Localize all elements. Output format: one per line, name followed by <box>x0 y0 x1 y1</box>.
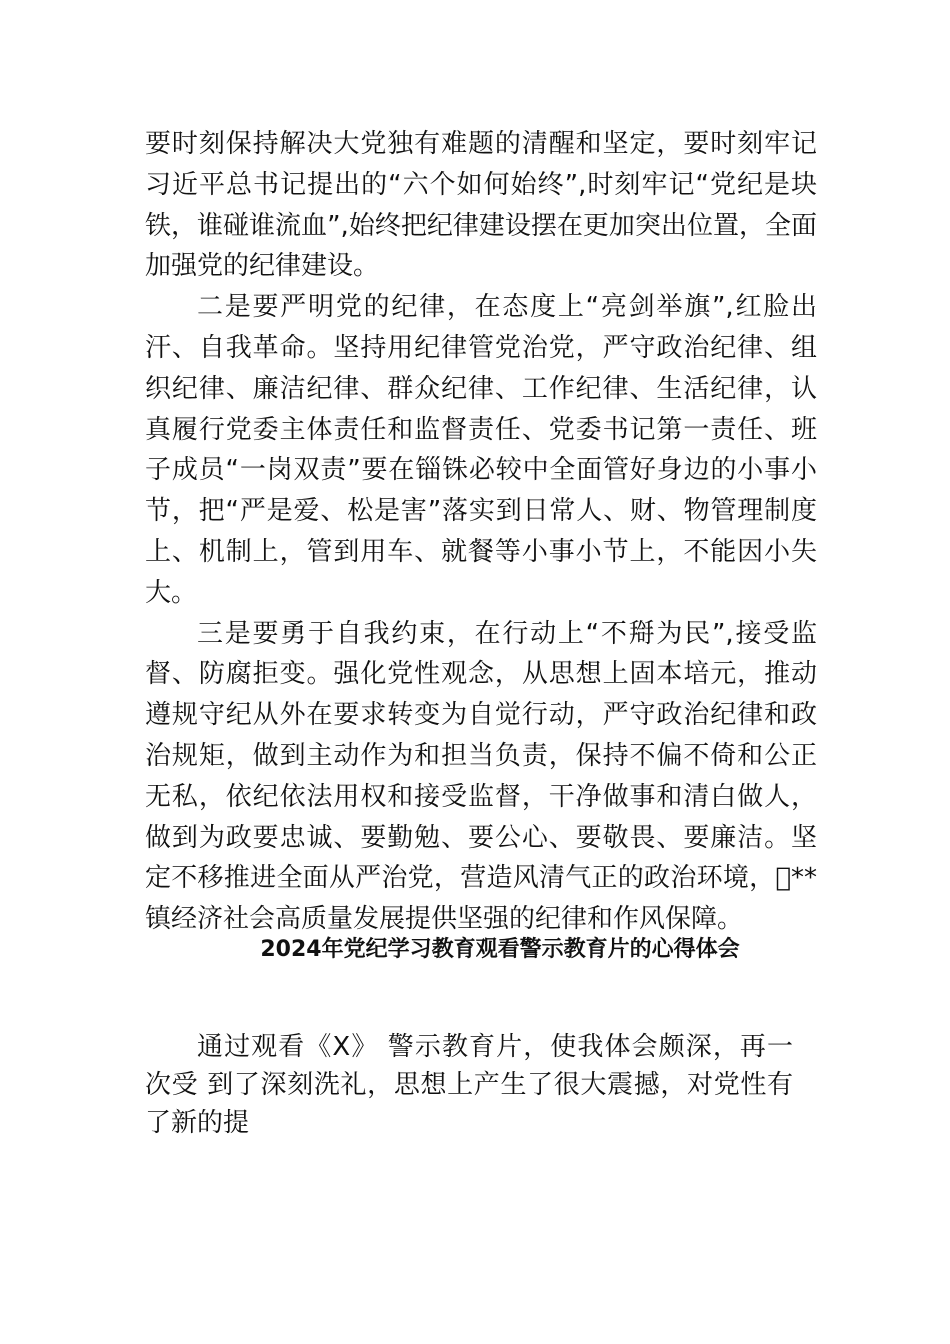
paragraph-3: 三是要勇于自我约束，在行动上“不搿为民”,接受监督、防腐拒变。强化党性观念，从思想上固本培元，推动遵规守纪从外在要求转变为自觉行动，严守政治纪律和政治规矩，做到主动作为和担当负责，保持不偏不倚和公正无私，依纪依法用权和接受监督，干净做事和清白做人，做到为政要忠诚、要勤勉、要公心、要敬畏、要廉洁。坚定不移推进全面从严治党，营造风清气正的政治环境，􀀀**镇经济社会高质量发展提供坚强的纪律和作风保障。 <box>145 618 817 935</box>
paragraph-1: 要时刻保持解决大党独有难题的清醒和坚定，要时刻牢记习近平总书记提出的“六个如何始终”,时刻牢记“党纪是块铁，谁碰谁流血”,始终把纪律建设摆在更加突出位置，全面加强党的纪律建设。 <box>145 129 817 282</box>
section-title: 2024年党纪学习教育观看警示教育片的心得体会 <box>260 937 740 962</box>
essay-paragraph-1: 通过观看《X》 警示教育片，使我体会颇深，再一次受 到了深刻洗礼，思想上产生了很大震撼，对党性有了新的提 <box>145 1032 793 1138</box>
essay-body <box>145 1028 793 1142</box>
document-body <box>145 124 817 940</box>
paragraph-2: 二是要严明党的纪律，在态度上“亮剑举旗”,红脸出汗、自我革命。坚持用纪律管党治党，严守政治纪律、组织纪律、廉洁纪律、群众纪律、工作纪律、生活纪律，认真履行党委主体责任和监督责任、党委书记第一责任、班子成员“一岗双责”要在锱铢必较中全面管好身边的小事小节，把“严是爱、松是害”落实到日常人、财、物管理制度上、机制上，管到用车、就餐等小事小节上，不能因小失大。 <box>145 292 817 608</box>
